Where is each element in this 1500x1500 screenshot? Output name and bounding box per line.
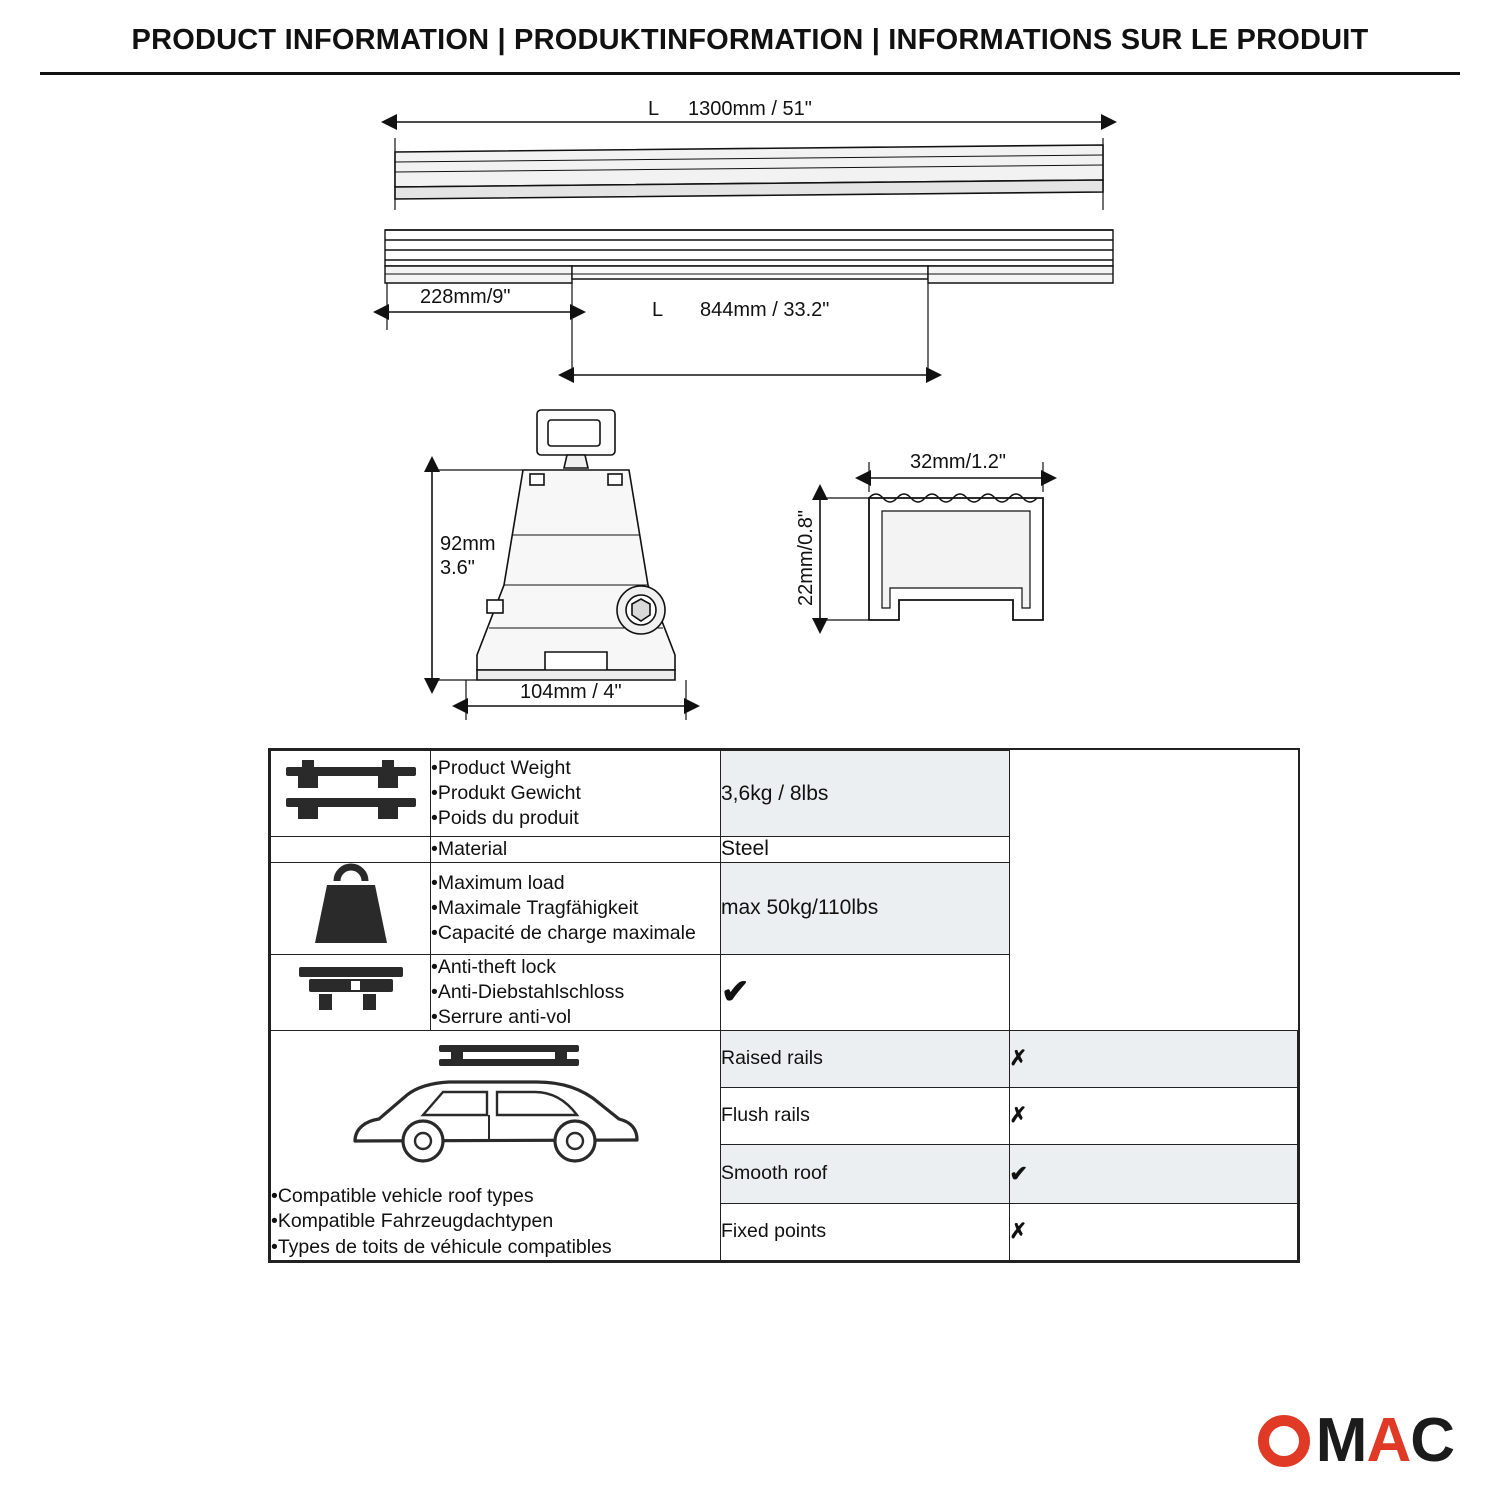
roof-type-name-smooth-roof: Smooth roof xyxy=(721,1144,1010,1203)
roof-type-mark-smooth-roof xyxy=(1009,1144,1298,1203)
weight-label-en: •Product Weight xyxy=(431,757,571,780)
dim-length-value: 1300mm / 51" xyxy=(688,98,812,120)
dim-foot-height-line2: 3.6" xyxy=(440,557,475,579)
roof-type-name-flush-rails: Flush rails xyxy=(721,1087,1010,1144)
brand-logo-text xyxy=(1315,1406,1454,1475)
lock-icon-cell xyxy=(271,954,431,1030)
weight-label-cell xyxy=(431,751,721,837)
header-divider xyxy=(40,72,1460,75)
table-row xyxy=(271,751,1298,837)
lock-icon xyxy=(291,961,411,1019)
weight-icon xyxy=(303,863,399,949)
product-spec-table xyxy=(268,748,1300,1263)
mark-glyph: ✗ xyxy=(1009,1104,1028,1128)
lock-label-de: •Anti-Diebstahlschloss xyxy=(431,980,625,1003)
material-value: Steel xyxy=(721,837,1010,863)
mark-glyph: ✗ xyxy=(1009,1047,1028,1071)
dim-span-symbol: L xyxy=(652,299,664,321)
page-header xyxy=(0,24,1500,57)
roof-types-label-cell xyxy=(271,1030,721,1260)
lock-label-fr: •Serrure anti-vol xyxy=(431,1005,572,1028)
roof-type-name-fixed-points: Fixed points xyxy=(721,1203,1010,1260)
table-row xyxy=(271,1030,1298,1087)
roof-type-mark-raised-rails xyxy=(1009,1030,1298,1087)
roof-types-label-en: •Compatible vehicle roof types xyxy=(271,1184,534,1207)
maxload-label-en: •Maximum load xyxy=(431,872,565,895)
page-title: PRODUCT INFORMATION | PRODUKTINFORMATION | INFORMATIONS SUR LE PRODUIT xyxy=(131,24,1369,56)
weight-label-fr: •Poids du produit xyxy=(431,806,579,829)
material-label-cell xyxy=(431,837,721,863)
roof-type-name-raised-rails: Raised rails xyxy=(721,1030,1010,1087)
lock-label-en: •Anti-theft lock xyxy=(431,955,556,978)
logo-letter-c: C xyxy=(1410,1406,1454,1475)
roof-types-label-fr: •Types de toits de véhicule compatibles xyxy=(271,1235,612,1258)
brand-logo xyxy=(1258,1406,1454,1475)
dim-profile-height-value: 22mm/0.8" xyxy=(795,509,817,607)
roof-types-label-de: •Kompatible Fahrzeugdachtypen xyxy=(271,1210,554,1233)
dim-span-value: 844mm / 33.2" xyxy=(700,299,830,321)
maxload-value: max 50kg/110lbs xyxy=(721,862,1010,954)
dim-foot-height-line1: 92mm xyxy=(440,533,496,555)
maxload-label-cell xyxy=(431,862,721,954)
weight-icon-cell xyxy=(271,862,431,954)
weight-value: 3,6kg / 8lbs xyxy=(721,751,1010,837)
maxload-label-de: •Maximale Tragfähigkeit xyxy=(431,896,639,919)
lock-check-mark: ✔ xyxy=(721,973,750,1012)
car-with-rack-icon xyxy=(271,1031,720,1172)
dim-length-symbol: L xyxy=(648,98,660,120)
dim-profile-width-value: 32mm/1.2" xyxy=(910,451,1007,473)
dim-foot-width-value: 104mm / 4" xyxy=(520,681,622,703)
weight-label-de: •Produkt Gewicht xyxy=(431,782,581,805)
table-row xyxy=(271,862,1298,954)
crossbars-icon-cell xyxy=(271,751,431,837)
material-label-en: •Material xyxy=(431,838,508,860)
crossbars-icon xyxy=(276,751,426,831)
mark-glyph: ✗ xyxy=(1009,1220,1028,1244)
o-ring-icon xyxy=(1258,1415,1310,1467)
material-icon-cell xyxy=(271,837,431,863)
logo-letter-a: A xyxy=(1366,1406,1411,1475)
table-row xyxy=(271,954,1298,1030)
technical-drawing xyxy=(0,80,1500,740)
roof-type-mark-fixed-points xyxy=(1009,1203,1298,1260)
lock-value-cell xyxy=(721,954,1010,1030)
mark-glyph: ✔ xyxy=(1009,1160,1028,1186)
logo-letter-m: M xyxy=(1315,1406,1367,1475)
roof-type-mark-flush-rails xyxy=(1009,1087,1298,1144)
dim-offset-value: 228mm/9" xyxy=(420,286,511,308)
table-row xyxy=(271,837,1298,863)
lock-label-cell xyxy=(431,954,721,1030)
maxload-label-fr: •Capacité de charge maximale xyxy=(431,921,696,944)
